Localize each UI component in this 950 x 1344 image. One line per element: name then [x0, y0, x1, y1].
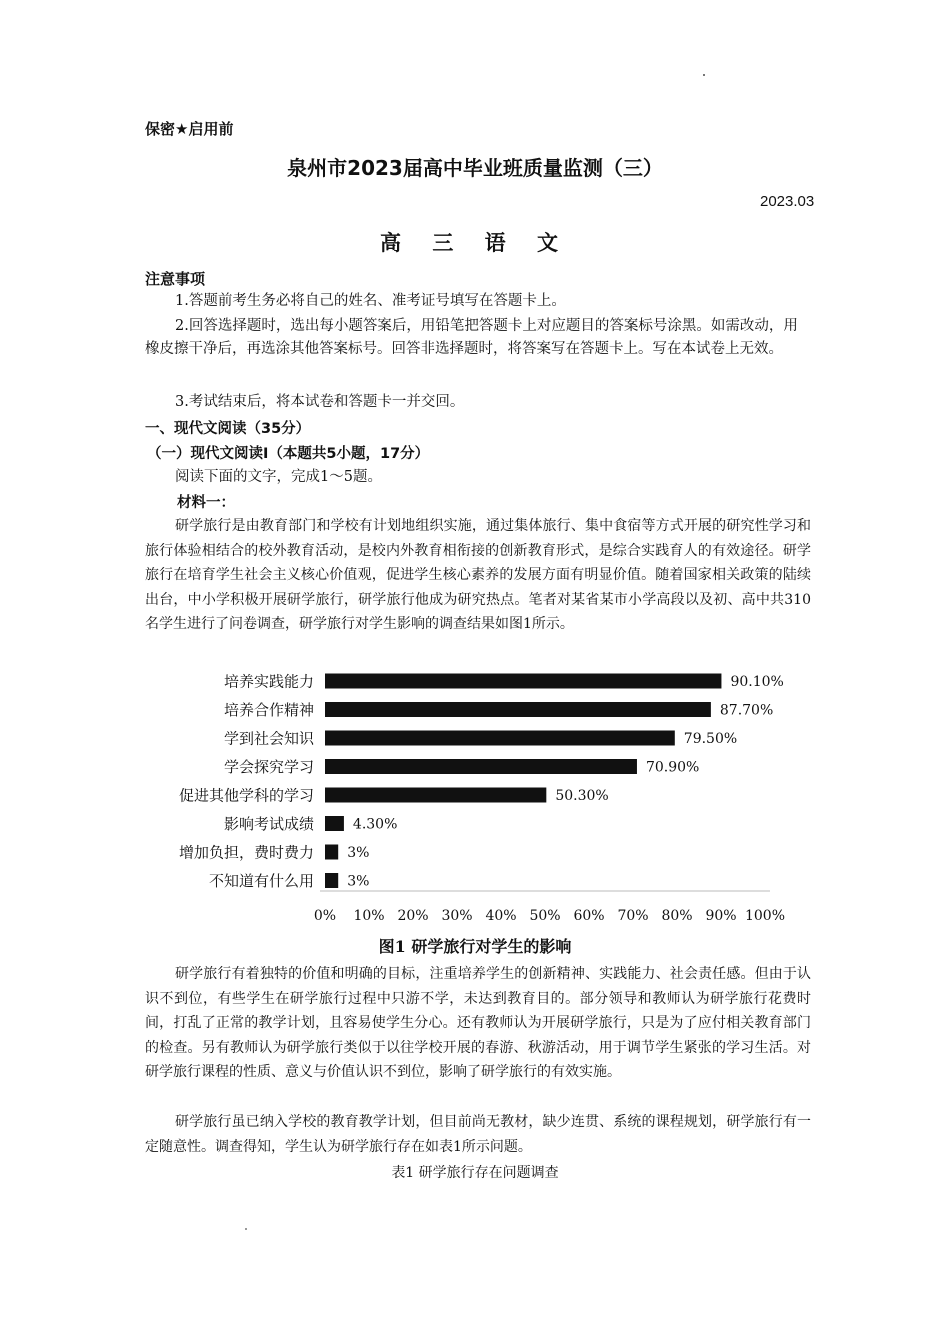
category-label: 增加负担，费时费力 — [178, 843, 314, 862]
tick-label: 80% — [661, 908, 693, 924]
bar — [325, 731, 675, 746]
tick-label: 30% — [441, 908, 473, 924]
data-label: 3% — [347, 873, 370, 890]
exam-date: 2023.03 — [760, 193, 815, 210]
notice-item-3: 3.考试结束后，将本试卷和答题卡一并交回。 — [175, 394, 465, 410]
subsection-heading: （一）现代文阅读Ⅰ（本题共5小题，17分） — [147, 446, 430, 462]
tick-label: 50% — [529, 908, 561, 924]
scan-dot — [703, 74, 705, 76]
tick-label: 60% — [573, 908, 605, 924]
reading-instruction: 阅读下面的文字，完成1～5题。 — [175, 469, 382, 485]
table-caption: 表1 研学旅行存在问题调查 — [391, 1165, 559, 1181]
body-paragraph-2: 研学旅行有着独特的价值和明确的目标，注重培养学生的创新精神、实践能力、社会责任感。但由于认识不到位，有些学生在研学旅行过程中只游不学，未达到教育目的。部分领导和教师认为研学旅行花费时间，打乱了正常的教学计划，且容易使学生分心。还有教师认为开展研学旅行，只是为了应付相关教育部门的检查。另有教师认为研学旅行类似于以往学校开展的春游、秋游活动，用于调节学生紧张的学习生活。对研学旅行课程的性质、意义与价值认识不到位，影响了研学旅行的有效实施。 — [145, 966, 811, 1080]
bar — [325, 759, 637, 774]
bar — [325, 816, 344, 831]
category-label: 促进其他学科的学习 — [178, 786, 314, 805]
tick-label: 70% — [617, 908, 649, 924]
scan-dot — [245, 1228, 247, 1230]
data-label: 90.10% — [730, 674, 784, 690]
section-heading: 一、现代文阅读（35分） — [145, 421, 311, 437]
tick-label: 0% — [313, 908, 337, 924]
tick-label: 100% — [744, 908, 786, 924]
chart-x-ticks — [314, 908, 785, 924]
notice-item-1: 1.答题前考生务必将自己的姓名、准考证号填写在答题卡上。 — [175, 293, 566, 309]
confidential-label: 保密★启用前 — [145, 120, 234, 138]
data-label: 3% — [347, 845, 370, 861]
category-label: 不知道有什么用 — [208, 872, 314, 890]
data-label: 4.30% — [352, 816, 398, 833]
material-label: 材料一： — [177, 495, 235, 511]
notice-item-2: 2.回答选择题时，选出每小题答案后，用铅笔把答题卡上对应题目的答案标号涂黑。如需改动，用橡皮擦干净后，再选涂其他答案标号。回答非选择题时，将答案写在答题卡上。写在本试卷上无效。 — [145, 318, 798, 357]
category-label: 培养实践能力 — [223, 672, 314, 691]
subject-title: 高 三 语 文 — [380, 231, 570, 255]
category-label: 影响考试成绩 — [223, 815, 314, 833]
bar — [325, 788, 546, 803]
bar — [325, 702, 711, 717]
tick-label: 10% — [353, 908, 385, 924]
category-label: 学到社会知识 — [223, 729, 314, 748]
tick-label: 20% — [397, 908, 429, 924]
body-paragraph-3: 研学旅行虽已纳入学校的教育教学计划，但目前尚无教材，缺少连贯、系统的课程规划，研学旅行有一定随意性。调查得知，学生认为研学旅行存在如表1所示问题。 — [145, 1114, 811, 1155]
notice-heading: 注意事项 — [145, 270, 206, 288]
impact-bar-chart — [0, 662, 950, 932]
exam-title: 泉州市2023届高中毕业班质量监测（三） — [287, 156, 663, 180]
figure-caption: 图1 研学旅行对学生的影响 — [378, 937, 572, 956]
body-paragraph-1: 研学旅行是由教育部门和学校有计划地组织实施，通过集体旅行、集中食宿等方式开展的研究性学习和旅行体验相结合的校外教育活动，是校内外教育相衔接的创新教育形式，是综合实践育人的有效途径。研学旅行在培育学生社会主义核心价值观，促进学生核心素养的发展方面有明显价值。随着国家相关政策的陆续出台，中小学积极开展研学旅行，研学旅行他成为研究热点。笔者对某省某市小学高段以及初、高中共310名学生进行了问卷调查，研学旅行对学生影响的调查结果如图1所示。 — [145, 518, 811, 632]
tick-label: 40% — [485, 908, 517, 924]
category-label: 培养合作精神 — [223, 701, 314, 719]
data-label: 79.50% — [683, 731, 738, 747]
tick-label: 90% — [705, 908, 737, 924]
chart-bars — [179, 673, 784, 891]
data-label: 87.70% — [719, 702, 774, 719]
category-label: 学会探究学习 — [223, 758, 314, 776]
data-label: 50.30% — [555, 788, 609, 804]
bar — [325, 845, 338, 860]
bar — [325, 674, 721, 689]
data-label: 70.90% — [645, 759, 700, 776]
bar — [325, 873, 338, 888]
